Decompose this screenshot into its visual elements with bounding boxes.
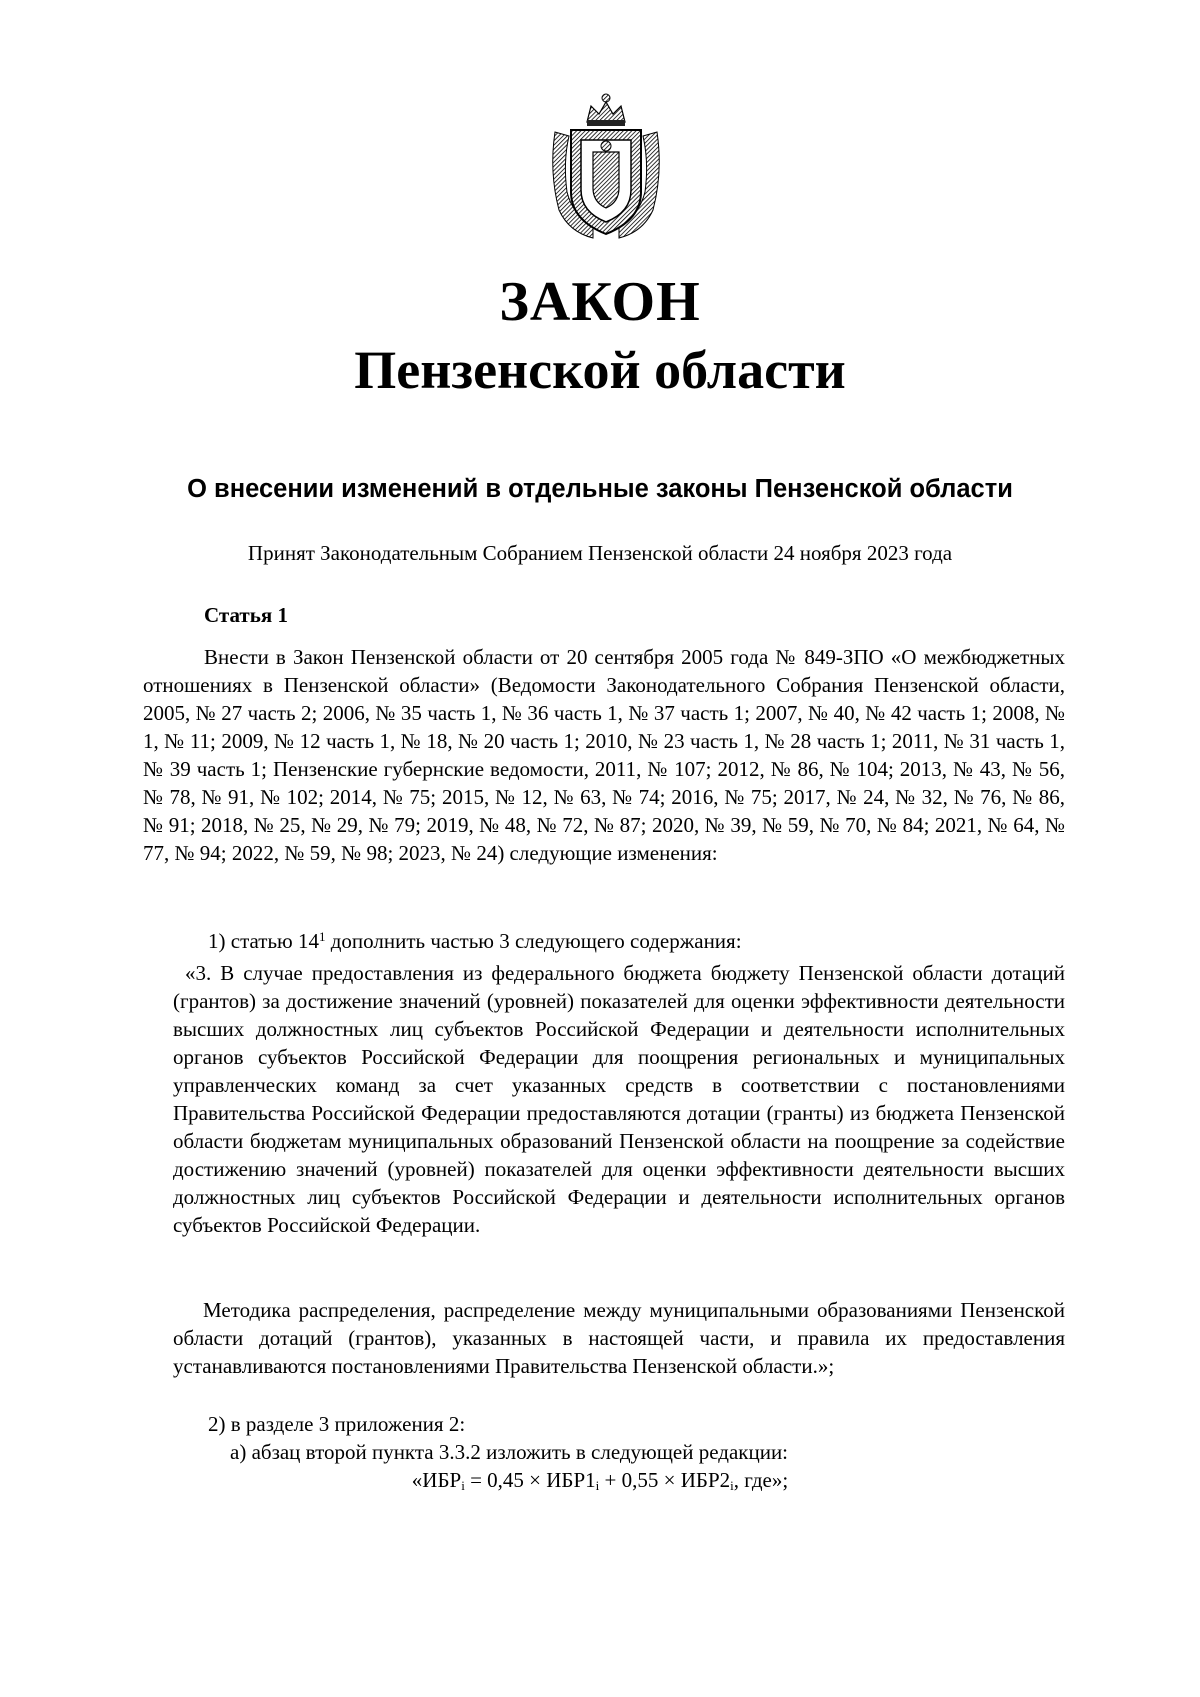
- law-title: ЗАКОН: [499, 271, 701, 333]
- list-item-1-text: 1) статью 14: [208, 929, 319, 953]
- list-item-1-superscript: 1: [318, 929, 326, 944]
- intro-paragraph: Внести в Закон Пензенской области от 20 сентября 2005 года № 849-ЗПО «О межбюджетных отношениях в Пензенской области» (Ведомости Законодательного Собрания Пензенской области, 2005, № 27 часть 2; 2006, № 35 часть 1, № 36 часть 1, № 37 часть 1; 2007, № 40, № 42 часть 1; 2008, № 1, № 11; 2009, № 12 часть 1, № 18, № 20 часть 1; 2010, № 23 часть 1, № 28 часть 1; 2011, № 31 часть 1, № 39 часть 1; Пензенские губернские ведомости, 2011, № 107; 2012, № 86, № 104; 2013, № 43, № 56, № 78, № 91, № 102; 2014, № 75; 2015, № 12, № 63, № 74; 2016, № 75; 2017, № 24, № 32, № 76, № 86, № 91; 2018, № 25, № 29, № 79; 2019, № 48, № 72, № 87; 2020, № 39, № 59, № 70, № 84; 2021, № 64, № 77, № 94; 2022, № 59, № 98; 2023, № 24) следующие изменения:: [143, 645, 1065, 865]
- formula-part: «ИБР: [411, 1468, 462, 1492]
- formula-part: , где»;: [733, 1468, 789, 1492]
- region-subtitle: Пензенской области: [354, 340, 846, 400]
- adoption-line: Принят Законодательным Собранием Пензенской области 24 ноября 2023 года: [247, 541, 953, 565]
- formula-subscript: i: [730, 1478, 734, 1493]
- list-item-2: 2) в разделе 3 приложения 2:: [208, 1412, 466, 1436]
- sub-item-a: а) абзац второй пункта 3.3.2 изложить в следующей редакции:: [230, 1440, 789, 1464]
- formula-subscript: i: [595, 1478, 600, 1493]
- formula-part: = 0,45 × ИБР1: [464, 1468, 596, 1492]
- article-title: Статья 1: [204, 603, 288, 627]
- formula-part: + 0,55 × ИБР2: [599, 1468, 731, 1492]
- list-item-1-text-end: дополнить частью 3 следующего содержания:: [325, 929, 742, 953]
- formula: [0, 1466, 1200, 1494]
- document-heading: О внесении изменений в отдельные законы Пензенской области: [187, 475, 1013, 503]
- methodology-paragraph: Методика распределения, распределение между муниципальными образованиями Пензенской области дотаций (грантов), указанных в настоящей части, и правила их предоставления устанавливаются постановлениями Правительства Пензенской области.»;: [173, 1298, 1065, 1378]
- formula-subscript: i: [461, 1478, 465, 1493]
- coat-of-arms-icon: [547, 92, 665, 242]
- list-item-1: [208, 927, 742, 955]
- quoted-part-3: «3. В случае предоставления из федерального бюджета бюджету Пензенской области дотаций (грантов) за достижение значений (уровней) показателей для оценки эффективности деятельности высших должностных лиц субъектов Российской Федерации и деятельности исполнительных органов субъектов Российской Федерации для поощрения региональных и муниципальных управленческих команд за счет указанных средств в соответствии с постановлениями Правительства Российской Федерации предоставляются дотации (гранты) из бюджета Пензенской области бюджетам муниципальных образований Пензенской области на поощрение за содействие достижению значений (уровней) показателей для оценки эффективности деятельности высших должностных лиц субъектов Российской Федерации и деятельности исполнительных органов субъектов Российской Федерации.: [173, 961, 1065, 1237]
